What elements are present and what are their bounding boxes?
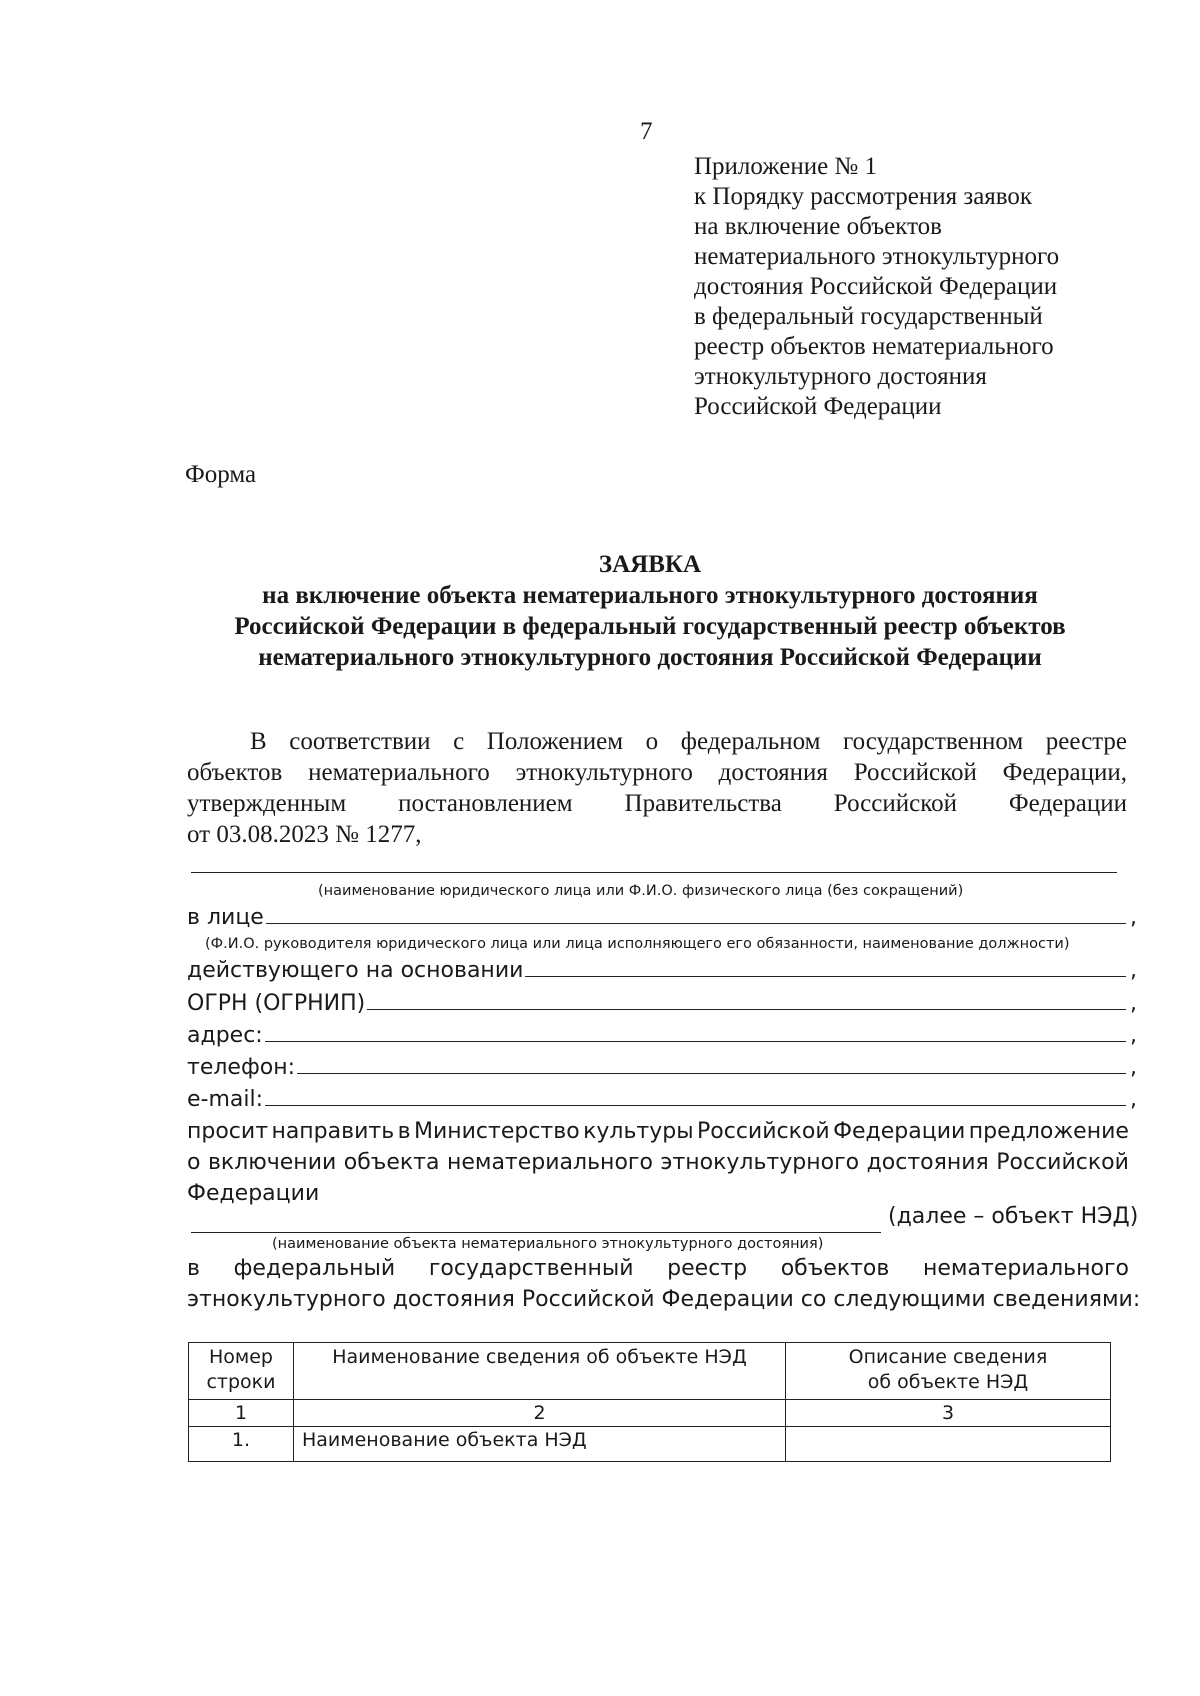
comma: , <box>1130 958 1137 983</box>
document-title <box>200 549 1100 673</box>
address-label: адрес: <box>187 1023 263 1048</box>
basis-label: действующего на основании <box>187 958 524 983</box>
column-number: 2 <box>294 1400 786 1427</box>
word: этнокультурного <box>660 1150 860 1175</box>
word: Федерации <box>833 1119 966 1144</box>
header-text: Описание сведения <box>848 1346 1048 1368</box>
header-cell-number <box>189 1343 294 1400</box>
word: федеральном <box>680 728 821 755</box>
registry-line-1 <box>187 1253 1129 1284</box>
word: государственный <box>428 1256 634 1281</box>
word: о <box>187 1150 201 1175</box>
object-name-caption: (наименование объекта нематериального этнокультурного достояния) <box>272 1236 824 1252</box>
row-name-cell: Наименование объекта НЭД <box>294 1427 786 1462</box>
comma: , <box>1130 1055 1137 1080</box>
table-row <box>189 1427 1111 1462</box>
header-text: строки <box>206 1371 276 1393</box>
word: Российской <box>996 1150 1129 1175</box>
word: нематериального <box>446 1150 653 1175</box>
appendix-header <box>694 152 1059 422</box>
address-field[interactable] <box>265 1041 1126 1042</box>
table-header-row <box>189 1343 1111 1400</box>
basis-row <box>187 958 1137 983</box>
intro-paragraph <box>187 726 1127 850</box>
word: о <box>645 728 659 755</box>
comma: , <box>1130 905 1137 930</box>
word: культуры <box>583 1119 694 1144</box>
ogrn-field[interactable] <box>367 1009 1126 1010</box>
word: государственном <box>843 728 1024 755</box>
header-text: Наименование сведения об объекте НЭД <box>332 1346 747 1368</box>
title-heading: ЗАЯВКА <box>598 551 702 578</box>
intro-line-1 <box>187 726 1127 757</box>
info-table <box>188 1342 1111 1462</box>
word: В <box>250 728 267 755</box>
appendix-line: нематериального этнокультурного <box>694 243 1060 270</box>
comma: , <box>1130 991 1137 1016</box>
header-text: об объекте НЭД <box>867 1371 1029 1393</box>
word: Правительства <box>624 790 782 817</box>
word: реестр <box>667 1256 748 1281</box>
word: просит <box>187 1119 269 1144</box>
word: в <box>187 1256 200 1281</box>
header-cell-description <box>786 1343 1111 1400</box>
word: реестре <box>1045 728 1127 755</box>
word: постановлением <box>398 790 573 817</box>
ogrn-row <box>187 991 1137 1016</box>
word: направить <box>271 1119 395 1144</box>
appendix-line: Приложение № 1 <box>694 153 878 180</box>
appendix-line: в федеральный государственный <box>694 303 1043 330</box>
word: включении <box>207 1150 337 1175</box>
intro-line-2 <box>187 757 1127 788</box>
word: Российской <box>853 759 977 786</box>
appendix-line: достояния Российской Федерации <box>694 273 1058 300</box>
word: Федерации, <box>1002 759 1127 786</box>
email-label: e-mail: <box>187 1087 264 1112</box>
column-number: 3 <box>786 1400 1111 1427</box>
form-label: Форма <box>185 461 257 488</box>
word: объекта <box>343 1150 440 1175</box>
word: Российской <box>697 1119 830 1144</box>
phone-field[interactable] <box>297 1073 1126 1074</box>
page-number: 7 <box>640 118 653 145</box>
comma: , <box>1130 1087 1137 1112</box>
word: с <box>453 728 465 755</box>
appendix-line: этнокультурного достояния <box>694 363 987 390</box>
request-paragraph <box>187 1116 1129 1209</box>
appendix-line: к Порядку рассмотрения заявок <box>694 183 1033 210</box>
word: Российской <box>833 790 957 817</box>
word: Положением <box>486 728 624 755</box>
row-number-cell: 1. <box>189 1427 294 1462</box>
object-name-field[interactable] <box>191 1232 881 1233</box>
word: этнокультурного <box>515 759 693 786</box>
applicant-name-field[interactable] <box>191 872 1117 873</box>
word: предложение <box>968 1119 1129 1144</box>
in-person-label: в лице <box>187 905 264 930</box>
header-text: Номер <box>209 1346 273 1368</box>
basis-field[interactable] <box>525 976 1126 977</box>
row-description-cell[interactable] <box>786 1427 1111 1462</box>
in-person-row <box>187 905 1137 930</box>
phone-label: телефон: <box>187 1055 296 1080</box>
title-line: нематериального этнокультурного достояния Российской Федерации <box>258 644 1042 671</box>
title-line: Российской Федерации в федеральный государственный реестр объектов <box>234 613 1066 640</box>
ogrn-label: ОГРН (ОГРНИП) <box>187 991 366 1016</box>
in-person-caption: (Ф.И.О. руководителя юридического лица или лица исполняющего его обязанности, наименование должности) <box>205 936 1070 952</box>
phone-row <box>187 1055 1137 1080</box>
word: объектов <box>780 1256 890 1281</box>
request-line-1 <box>187 1116 1129 1147</box>
word: достояния <box>866 1150 989 1175</box>
in-person-field[interactable] <box>266 923 1126 924</box>
registry-line-2: этнокультурного достояния Российской Федерации со следующими сведениями: <box>187 1287 1141 1312</box>
email-field[interactable] <box>265 1105 1126 1106</box>
intro-line-4: от 03.08.2023 № 1277, <box>187 821 422 848</box>
intro-line-3 <box>187 788 1127 819</box>
table-column-numbers-row <box>189 1400 1111 1427</box>
applicant-name-caption: (наименование юридического лица или Ф.И.О. физического лица (без сокращений) <box>318 883 964 899</box>
appendix-line: Российской Федерации <box>694 393 942 420</box>
word: соответствии <box>289 728 431 755</box>
word: утвержденным <box>187 790 347 817</box>
word: достояния <box>718 759 828 786</box>
word: объектов <box>187 759 283 786</box>
registry-paragraph <box>187 1253 1141 1315</box>
title-line: на включение объекта нематериального этнокультурного достояния <box>262 582 1038 609</box>
appendix-line: реестр объектов нематериального <box>694 333 1054 360</box>
appendix-line: на включение объектов <box>694 213 942 240</box>
word: нематериального <box>308 759 490 786</box>
comma: , <box>1130 1023 1137 1048</box>
request-line-3: Федерации <box>187 1181 320 1206</box>
header-cell-name <box>294 1343 786 1400</box>
object-suffix: (далее – объект НЭД) <box>888 1204 1139 1229</box>
word: нематериального <box>923 1256 1129 1281</box>
word: Федерации <box>1008 790 1127 817</box>
email-row <box>187 1087 1137 1112</box>
word: в <box>397 1119 411 1144</box>
address-row <box>187 1023 1137 1048</box>
request-line-2 <box>187 1147 1129 1178</box>
word: федеральный <box>233 1256 396 1281</box>
word: Министерство <box>413 1119 580 1144</box>
column-number: 1 <box>189 1400 294 1427</box>
